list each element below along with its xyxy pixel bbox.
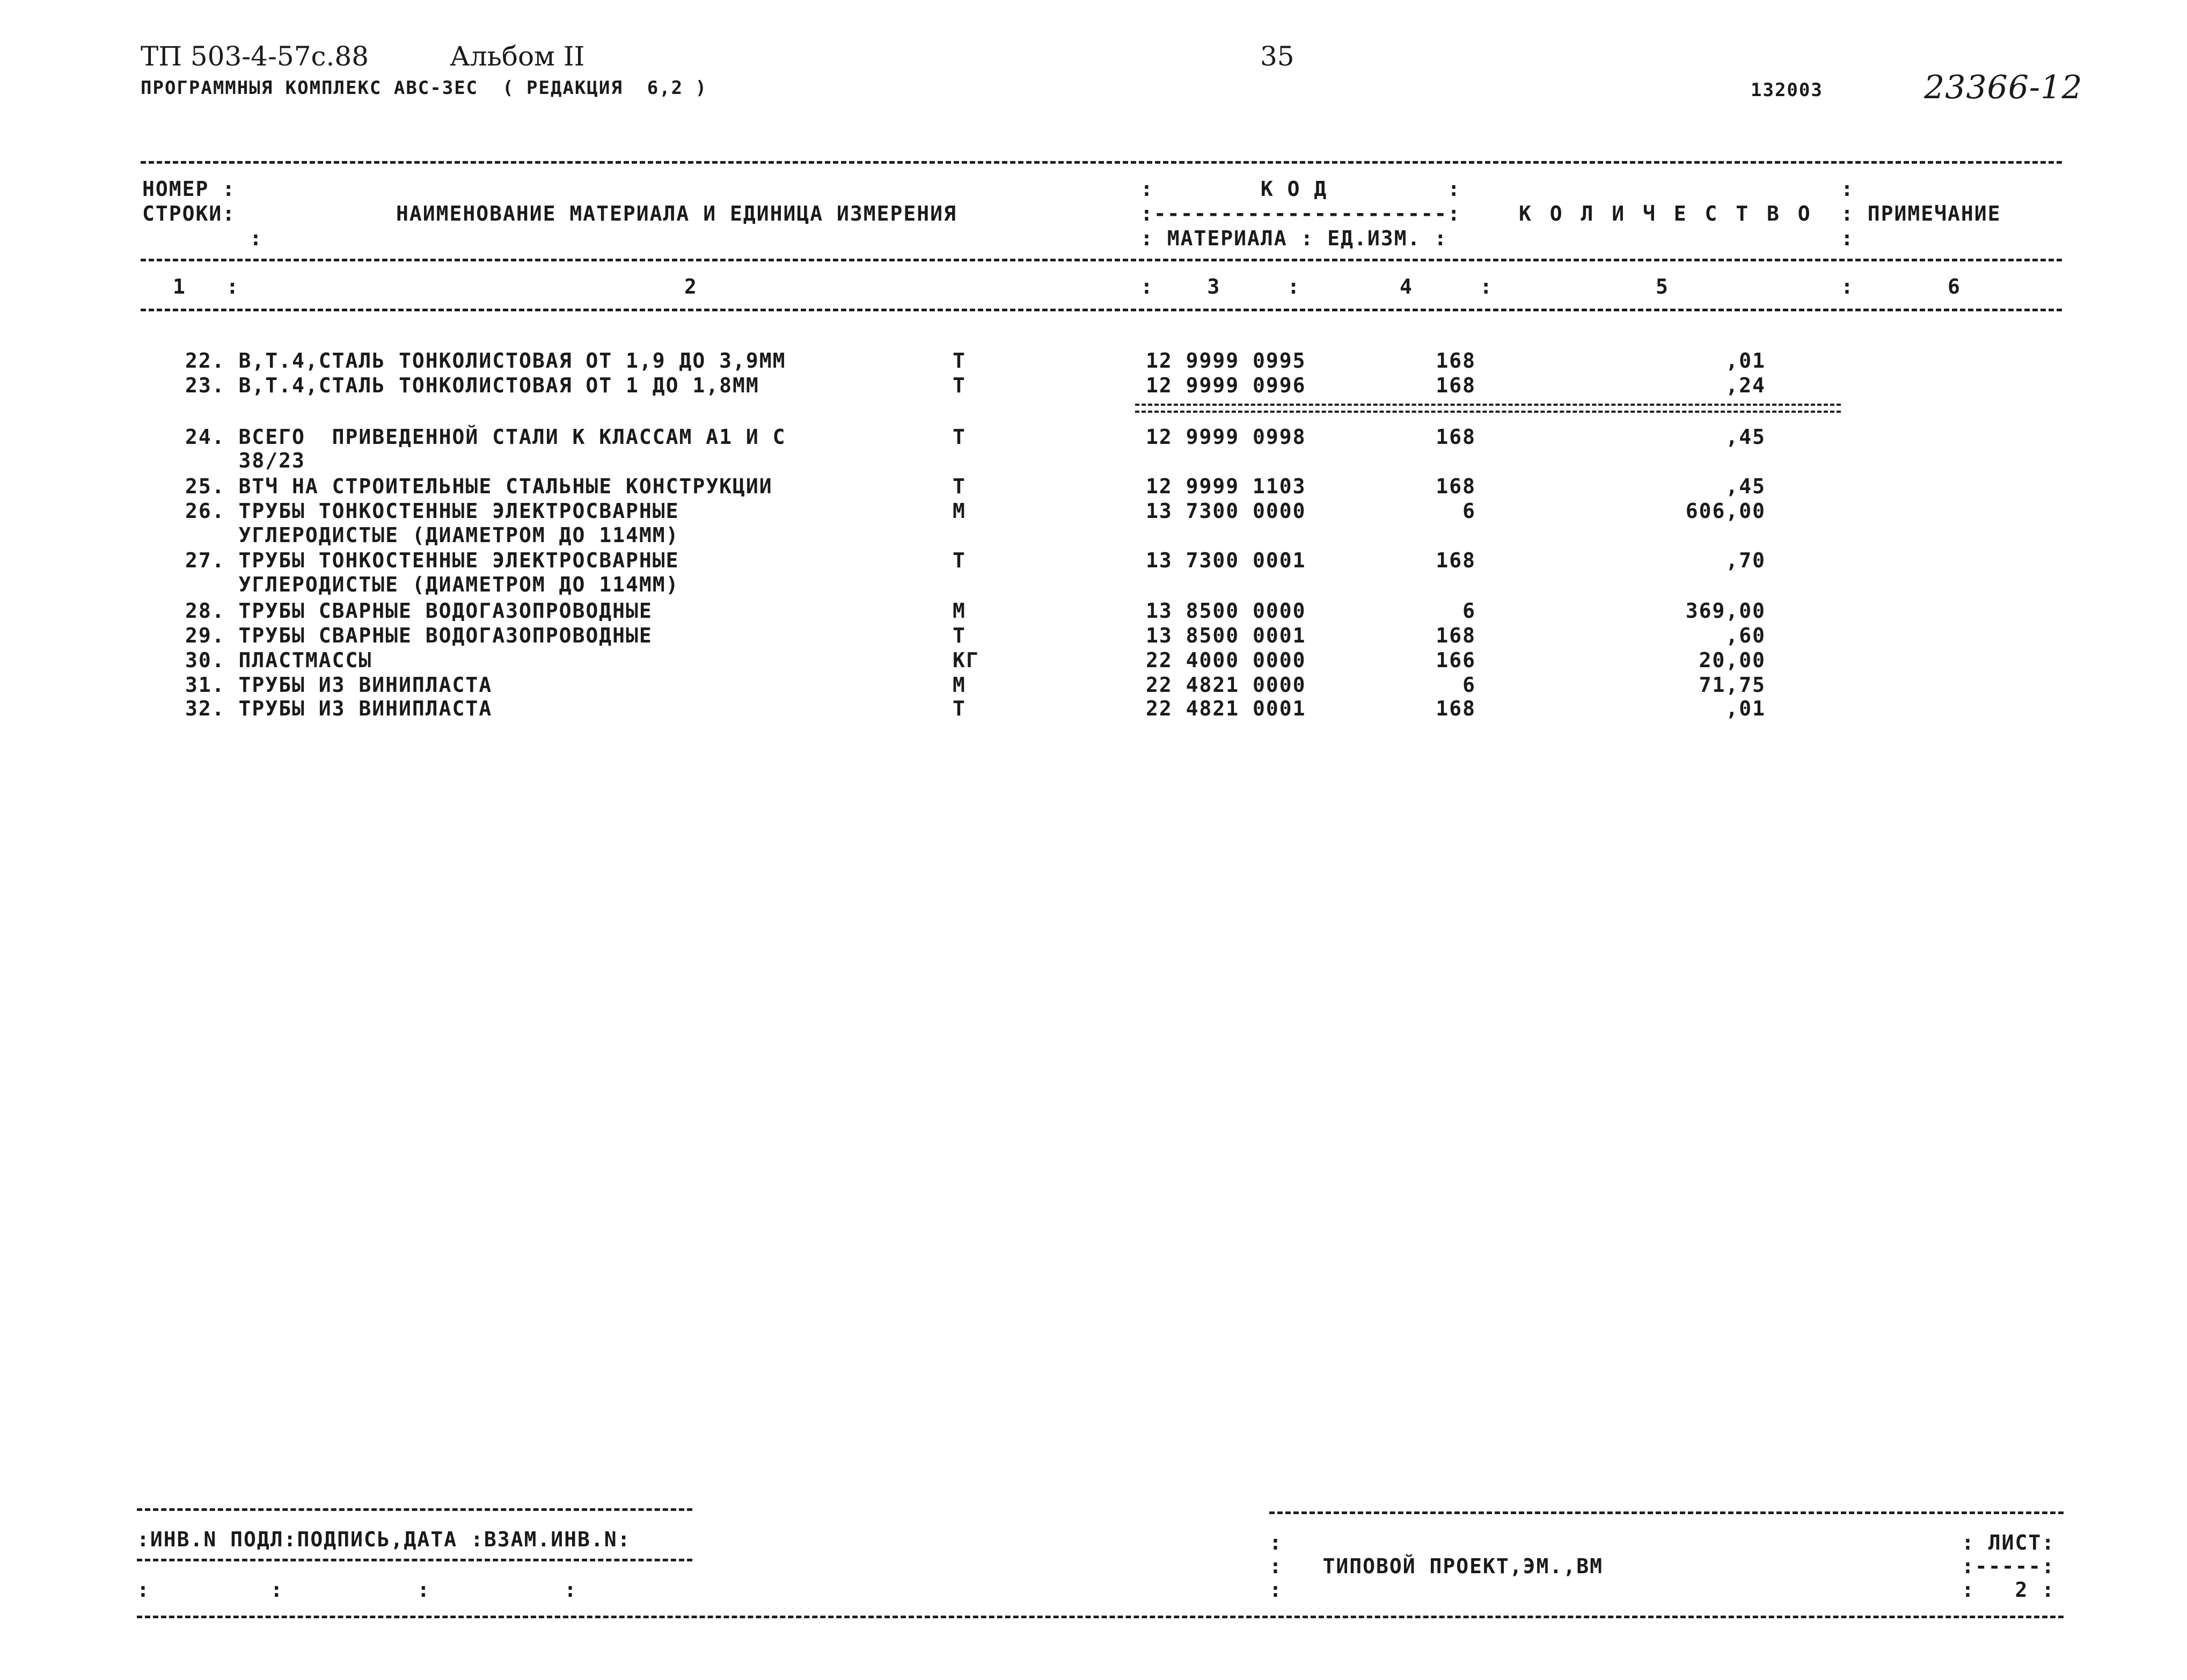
header-remark: : ПРИМЕЧАНИЕ bbox=[1841, 202, 2001, 225]
object-code: 132003 bbox=[1751, 79, 1823, 101]
row-name: 25. ВТЧ НА СТРОИТЕЛЬНЫЕ СТАЛЬНЫЕ КОНСТРУКЦИИ bbox=[185, 474, 773, 498]
row-unit-code: 6 bbox=[1462, 599, 1476, 623]
header-mid-rule bbox=[141, 259, 2062, 261]
row-quantity: 606,00 bbox=[1685, 499, 1766, 523]
row-material-code: 13 7300 0000 bbox=[1146, 499, 1306, 523]
header-kod-sep: :----------------------: bbox=[1140, 202, 1461, 225]
row-unit: КГ bbox=[953, 648, 979, 672]
table-top-rule bbox=[141, 161, 2062, 164]
row-unit: Т bbox=[953, 697, 966, 720]
header-kod-sub: : МАТЕРИАЛА : ЕД.ИЗМ. : bbox=[1140, 227, 1448, 250]
row-unit: Т bbox=[953, 425, 966, 449]
program-line: ПРОГРАММНЫЯ КОМПЛЕКС АВС-3ЕС ( РЕДАКЦИЯ 6,2 ) bbox=[141, 77, 708, 99]
footer-right-top-rule bbox=[1269, 1511, 2064, 1514]
row-name: 26. ТРУБЫ ТОНКОСТЕННЫЕ ЭЛЕКТРОСВАРНЫЕ bbox=[185, 499, 679, 523]
header-bottom-rule bbox=[141, 309, 2062, 311]
row-quantity: ,01 bbox=[1725, 697, 1766, 720]
row-quantity: ,24 bbox=[1725, 374, 1766, 397]
footer-bottom-rule bbox=[137, 1616, 2064, 1618]
row-unit-code: 168 bbox=[1436, 425, 1476, 449]
row-name: 23. В,Т.4,СТАЛЬ ТОНКОЛИСТОВАЯ ОТ 1 ДО 1,8ММ bbox=[185, 374, 759, 397]
row-unit-code: 168 bbox=[1436, 697, 1476, 720]
sheet-label: : ЛИСТ: bbox=[1962, 1531, 2056, 1554]
row-material-code: 13 8500 0001 bbox=[1146, 624, 1306, 647]
footer-right-colon-bottom: : bbox=[1269, 1578, 1283, 1602]
colnum-2: 2 bbox=[684, 275, 698, 298]
header-stroki: СТРОКИ: bbox=[142, 202, 236, 225]
row-name: 32. ТРУБЫ ИЗ ВИНИПЛАСТА bbox=[185, 697, 493, 720]
row-unit: Т bbox=[953, 349, 966, 372]
handwritten-number: 23366-12 bbox=[1924, 69, 2083, 106]
row-material-code: 22 4000 0000 bbox=[1146, 648, 1306, 672]
footer-right-colon-top: : bbox=[1269, 1531, 1283, 1554]
row-unit: Т bbox=[953, 549, 966, 572]
row-unit-code: 168 bbox=[1436, 349, 1476, 372]
row-unit-code: 168 bbox=[1436, 474, 1476, 498]
row-unit: Т bbox=[953, 374, 966, 397]
header-prim-colon-top: : bbox=[1841, 177, 1854, 201]
row-name: 24. ВСЕГО ПРИВЕДЕННОЙ СТАЛИ К КЛАССАМ А1 И С bbox=[185, 425, 786, 449]
footer-left-labels: :ИНВ.N ПОДЛ:ПОДПИСЬ,ДАТА :ВЗАМ.ИНВ.N: bbox=[137, 1528, 631, 1551]
row-name-cont: УГЛЕРОДИСТЫЕ (ДИАМЕТРОМ ДО 114ММ) bbox=[185, 573, 679, 596]
sheet-separator: :-----: bbox=[1962, 1554, 2056, 1578]
row-quantity: ,70 bbox=[1725, 549, 1766, 572]
header-nomer: НОМЕР : bbox=[142, 177, 236, 201]
colnum-5: 5 bbox=[1656, 275, 1669, 298]
row-unit: М bbox=[953, 673, 966, 697]
header-colon: : bbox=[250, 227, 263, 250]
row-material-code: 12 9999 0995 bbox=[1146, 349, 1306, 372]
footer-project-title: : ТИПОВОЙ ПРОЕКТ,ЭМ.,ВМ bbox=[1269, 1554, 1603, 1578]
header-quantity: К О Л И Ч Е С Т В О bbox=[1519, 202, 1813, 225]
footer-left-mid-rule bbox=[137, 1559, 692, 1561]
row-name: 29. ТРУБЫ СВАРНЫЕ ВОДОГАЗОПРОВОДНЫЕ bbox=[185, 624, 653, 647]
header-prim-colon-bottom: : bbox=[1841, 227, 1854, 250]
row-material-code: 22 4821 0000 bbox=[1146, 673, 1306, 697]
header-name: НАИМЕНОВАНИЕ МАТЕРИАЛА И ЕДИНИЦА ИЗМЕРЕНИЯ bbox=[396, 202, 957, 225]
row-name: 28. ТРУБЫ СВАРНЫЕ ВОДОГАЗОПРОВОДНЫЕ bbox=[185, 599, 653, 623]
row-material-code: 13 7300 0001 bbox=[1146, 549, 1306, 572]
footer-left-top-rule bbox=[137, 1508, 692, 1511]
row-quantity: ,45 bbox=[1725, 474, 1766, 498]
footer-left-cells: : : : : bbox=[137, 1578, 577, 1602]
page-number: 35 bbox=[1260, 41, 1294, 72]
row-name: 31. ТРУБЫ ИЗ ВИНИПЛАСТА bbox=[185, 673, 493, 697]
row-material-code: 12 9999 0998 bbox=[1146, 425, 1306, 449]
total-double-rule bbox=[1135, 404, 1841, 413]
row-name: 30. ПЛАСТМАССЫ bbox=[185, 648, 372, 672]
row-unit: Т bbox=[953, 474, 966, 498]
row-material-code: 12 9999 1103 bbox=[1146, 474, 1306, 498]
row-unit-code: 6 bbox=[1462, 673, 1476, 697]
row-unit: М bbox=[953, 499, 966, 523]
row-unit-code: 168 bbox=[1436, 624, 1476, 647]
row-name: 27. ТРУБЫ ТОНКОСТЕННЫЕ ЭЛЕКТРОСВАРНЫЕ bbox=[185, 549, 679, 572]
row-name: 22. В,Т.4,СТАЛЬ ТОНКОЛИСТОВАЯ ОТ 1,9 ДО 3,9ММ bbox=[185, 349, 786, 372]
row-quantity: 71,75 bbox=[1699, 673, 1766, 697]
header-kod: : К О Д : bbox=[1140, 177, 1461, 201]
doc-code: ТП 503-4-57с.88 bbox=[141, 41, 369, 72]
row-unit-code: 6 bbox=[1462, 499, 1476, 523]
row-material-code: 12 9999 0996 bbox=[1146, 374, 1306, 397]
colnum-6: : 6 bbox=[1841, 275, 1961, 298]
colnum-1: 1 : bbox=[173, 275, 240, 298]
row-quantity: 369,00 bbox=[1685, 599, 1766, 623]
row-unit-code: 168 bbox=[1436, 549, 1476, 572]
row-quantity: ,60 bbox=[1725, 624, 1766, 647]
colnum-3: : 3 : bbox=[1140, 275, 1301, 298]
colnum-4: 4 : bbox=[1400, 275, 1494, 298]
row-material-code: 22 4821 0001 bbox=[1146, 697, 1306, 720]
row-unit-code: 168 bbox=[1436, 374, 1476, 397]
row-unit-code: 166 bbox=[1436, 648, 1476, 672]
row-unit: Т bbox=[953, 624, 966, 647]
album-label: Альбом II bbox=[450, 41, 585, 72]
row-material-code: 13 8500 0000 bbox=[1146, 599, 1306, 623]
row-name-cont: 38/23 bbox=[185, 449, 305, 472]
row-quantity: ,45 bbox=[1725, 425, 1766, 449]
row-unit: М bbox=[953, 599, 966, 623]
row-quantity: ,01 bbox=[1725, 349, 1766, 372]
row-name-cont: УГЛЕРОДИСТЫЕ (ДИАМЕТРОМ ДО 114ММ) bbox=[185, 523, 679, 547]
sheet-number: : 2 : bbox=[1962, 1578, 2056, 1602]
row-quantity: 20,00 bbox=[1699, 648, 1766, 672]
